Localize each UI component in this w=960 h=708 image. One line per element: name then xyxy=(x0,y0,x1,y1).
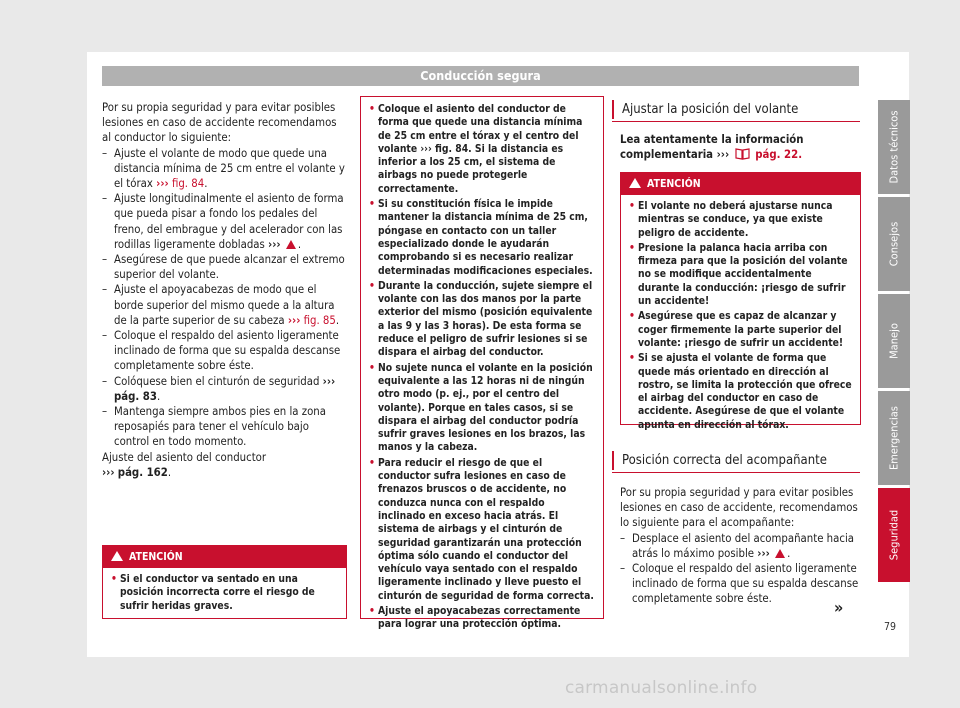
ref-arrow: ››› xyxy=(287,313,301,327)
ref-arrow: ››› xyxy=(757,546,770,560)
section-underline xyxy=(612,472,860,473)
warning-bullet: • No sujete nunca el volante en la posición equivalente a las 12 horas ni de ningún otro modo (p. ej., por el centro del volante). Porque en tales casos, si se dispara el airbag del conductor podría sufrir graves lesiones en los brazos, las manos y la cabeza. xyxy=(369,362,595,455)
warning-bullet: • Si su constitución física le impide mantener la distancia mínima de 25 cm, póngase en contacto con un taller especializado donde le ayudarán comprobando si es necesario realizar determinadas modificaciones especiales. xyxy=(369,198,595,278)
ref-arrow: ››› xyxy=(156,177,169,191)
pag-162-link[interactable]: pág. 162 xyxy=(117,465,168,479)
warning-bullet: • Durante la conducción, sujete siempre el volante con las dos manos por la parte exterior del mismo (posición equivalente a las 9 y las 3 horas). De esta forma se reduce el peligro de sufrir lesiones si se dispara el airbag del conductor. xyxy=(369,280,595,360)
warning-icon xyxy=(111,551,123,561)
pag-83-link[interactable]: pág. 83 xyxy=(114,389,157,403)
list-item: – Ajuste longitudinalmente el asiento de forma que pueda pisar a fondo los pedales del freno, del embrague y del acelerador con las rodillas ligeramente dobladas ››› . xyxy=(102,191,345,252)
recommendation-list xyxy=(102,146,345,450)
intro-text: Por su propia seguridad y para evitar posibles lesiones en caso de accidente recomendamos al conductor lo siguiente: xyxy=(102,101,337,145)
warning-bullet: • Asegúrese que es capaz de alcanzar y coger firmemente la parte superior del volante: ¡riesgo de sufrir un accidente! xyxy=(629,310,852,350)
section-title-passenger: Posición correcta del acompañante xyxy=(612,451,870,470)
warning-bullet: • El volante no deberá ajustarse nunca mientras se conduce, ya que existe peligro de accidente. xyxy=(629,200,852,240)
ref-arrow: ››› xyxy=(716,148,730,162)
intro-text: Por su propia seguridad y para evitar posibles lesiones en caso de accidente, recomendamos lo siguiente para el acompañante: xyxy=(620,486,858,530)
warning-box-continuation xyxy=(360,96,604,631)
page-number: 79 xyxy=(884,621,897,633)
warning-icon xyxy=(286,240,296,249)
warning-box-header: ATENCIÓN xyxy=(621,173,860,195)
seat-adjust-text: Ajuste del asiento del conductor ››› pág. 162. xyxy=(102,450,267,479)
tab-seguridad[interactable]: Seguridad xyxy=(878,488,910,582)
list-item: – Ajuste el apoyacabezas de modo que el borde superior del mismo quede a la altura de la parte superior de su cabeza ››› fig. 85. xyxy=(102,282,345,328)
driver-recommendations xyxy=(102,100,345,480)
warning-bullet: • Si el conductor va sentado en una posición incorrecta corre el riesgo de sufrir heridas graves. xyxy=(111,573,338,613)
warning-bullet: • Presione la palanca hacia arriba con firmeza para que la posición del volante no se modifique accidentalmente durante la conducción: ¡riesgo de sufrir un accidente! xyxy=(629,242,852,308)
warning-icon xyxy=(629,178,641,188)
tab-consejos[interactable]: Consejos xyxy=(878,197,910,291)
pag-22-link[interactable]: pág. 22. xyxy=(755,148,803,162)
list-item: – Mantenga siempre ambos pies en la zona reposapiés para tener el vehículo bajo control en todo momento. xyxy=(102,404,345,450)
warning-bullet: • Ajuste el apoyacabezas correctamente para lograr una protección óptima. xyxy=(369,605,595,632)
book-icon xyxy=(735,147,750,160)
section-title-steering: Ajustar la posición del volante xyxy=(612,100,870,119)
section-underline xyxy=(612,121,860,122)
page-header: Conducción segura xyxy=(102,66,859,86)
passenger-recommendations xyxy=(620,485,860,607)
warning-icon xyxy=(775,549,785,558)
list-item: – Ajuste el volante de modo que quede una distancia mínima de 25 cm entre el volante y el tórax ››› fig. 84. xyxy=(102,146,345,192)
fig-85-link[interactable]: fig. 85 xyxy=(303,313,336,327)
list-item: – Colóquese bien el cinturón de seguridad ››› pág. 83. xyxy=(102,374,345,404)
tab-datos-tecnicos[interactable]: Datos técnicos xyxy=(878,100,910,194)
tab-manejo[interactable]: Manejo xyxy=(878,294,910,388)
watermark: carmanualsonline.info xyxy=(565,678,758,698)
warning-box-steering xyxy=(620,172,861,431)
tab-emergencias[interactable]: Emergencias xyxy=(878,391,910,485)
warning-box-header: ATENCIÓN xyxy=(103,546,346,568)
recommendation-list xyxy=(620,531,860,607)
ref-arrow: ››› xyxy=(268,237,281,251)
fig-84-link[interactable]: fig. 84 xyxy=(171,177,205,191)
continue-arrow: » xyxy=(834,598,844,617)
steering-info: Lea atentamente la información complementaria ››› pág. 22. xyxy=(620,133,804,162)
list-item: – Desplace el asiento del acompañante hacia atrás lo máximo posible ››› . xyxy=(620,531,860,561)
warning-bullet: • Para reducir el riesgo de que el conductor sufra lesiones en caso de frenazos bruscos o de accidente, no conduzca nunca con el respaldo inclinado en exceso hacia atrás. El sistema de airbags y el cinturón de seguridad garantizarán una protección óptima sólo cuando el conductor del vehículo vaya sentado con el respaldo ligeramente inclinado y lleve puesto el cinturón de seguridad de forma correcta. xyxy=(369,457,595,603)
list-item: – Asegúrese de que puede alcanzar el extremo superior del volante. xyxy=(102,252,345,282)
warning-box-driver xyxy=(102,545,347,619)
warning-bullet: • Coloque el asiento del conductor de forma que quede una distancia mínima de 25 cm entre el tórax y el centro del volante ››› fig. 84. Si la distancia es inferior a los 25 cm, el sistema de airbags no puede protegerle correctamente. xyxy=(369,103,595,196)
ref-arrow: ››› xyxy=(322,374,336,388)
warning-bullet: • Si se ajusta el volante de forma que quede más orientado en dirección al rostro, se limita la protección que ofrece el airbag del conductor en caso de accidente. Asegúrese de que el volante apunta en dirección al tórax. xyxy=(629,352,852,432)
list-item: – Coloque el respaldo del asiento ligeramente inclinado de forma que su espalda descanse completamente sobre éste. xyxy=(102,328,345,374)
ref-arrow: ››› xyxy=(102,465,115,479)
list-item: – Coloque el respaldo del asiento ligeramente inclinado de forma que su espalda descanse completamente sobre éste. xyxy=(620,561,860,607)
